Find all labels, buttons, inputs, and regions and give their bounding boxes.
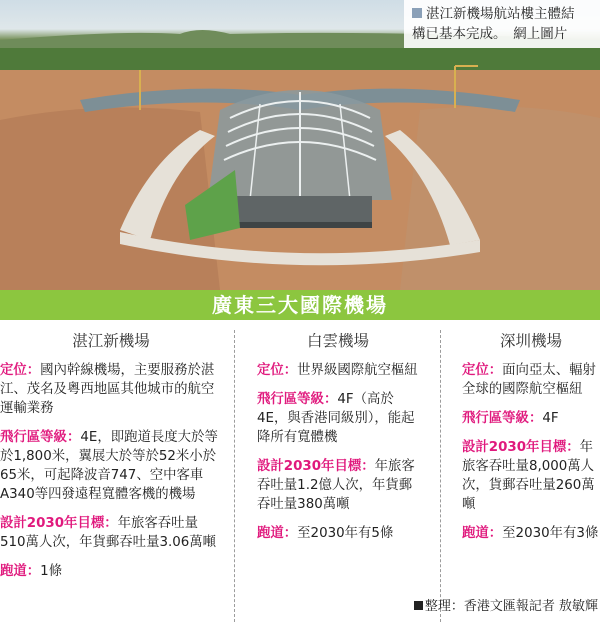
info-text: 年旅客吞吐量510萬人次，年貨郵吞吐量3.06萬噸 [0, 516, 217, 550]
info-runways [0, 562, 222, 581]
title-banner [0, 290, 600, 320]
info-text: 4E，即跑道長度大於等於1,800米，翼展大於等於52米小於65米，可起降波音747、空中客車A340等四發遠程寬體客機的機場 [0, 430, 218, 502]
caption-line-1: 湛江新機場航站樓主體結 [426, 6, 575, 22]
info-label: 飛行區等級： [0, 430, 81, 445]
info-positioning [462, 361, 600, 399]
info-text: 4F [542, 411, 559, 426]
info-2030-target [462, 438, 600, 514]
info-label: 跑道： [257, 526, 298, 541]
column-heading: 白雲機場 [306, 332, 369, 350]
info-label: 設計2030年目標： [462, 440, 580, 455]
column-divider [234, 330, 235, 622]
info-label: 設計2030年目標： [257, 459, 375, 474]
info-text: 年旅客吞吐量1.2億人次，年貨郵吞吐量380萬噸 [257, 459, 415, 512]
black-square-icon [414, 601, 423, 610]
column-heading: 深圳機場 [499, 332, 562, 350]
info-text: 1條 [40, 564, 63, 579]
info-text: 年旅客吞吐量8,000萬人次，貨郵吞吐量260萬噸 [462, 440, 595, 512]
info-text: 4F（高於4E，與香港同級別），能起降所有寬體機 [257, 392, 415, 445]
info-label: 飛行區等級： [462, 411, 543, 426]
caption-line-2: 構已基本完成。 網上圖片 [412, 26, 568, 42]
info-flight-zone-grade [257, 390, 419, 447]
info-label: 跑道： [0, 564, 41, 579]
airport-construction-photo [0, 0, 600, 290]
column-divider [440, 330, 441, 622]
caption-square-icon [412, 8, 422, 18]
info-label: 定位： [462, 363, 503, 378]
info-text: 面向亞太、輻射全球的國際航空樞紐 [462, 363, 596, 397]
info-2030-target [257, 457, 419, 514]
info-positioning [0, 361, 222, 418]
info-label: 飛行區等級： [257, 392, 338, 407]
info-label: 設計2030年目標： [0, 516, 118, 531]
banner-title: 廣東三大國際機場 [212, 293, 388, 317]
info-2030-target [0, 514, 222, 552]
column-shenzhen [462, 330, 600, 553]
info-positioning [257, 361, 419, 380]
info-runways [462, 524, 600, 543]
photo-caption [404, 0, 600, 48]
info-text: 國內幹線機場，主要服務於湛江、茂名及粵西地區其他城市的航空運輸業務 [0, 363, 215, 416]
column-heading: 湛江新機場 [72, 332, 150, 350]
byline-credit [414, 595, 598, 614]
column-zhanjiang [0, 330, 222, 591]
info-text: 至2030年有5條 [297, 526, 394, 541]
info-label: 跑道： [462, 526, 503, 541]
column-baiyun [257, 330, 419, 553]
info-label: 定位： [0, 363, 41, 378]
info-text: 至2030年有3條 [502, 526, 599, 541]
info-flight-zone-grade [0, 428, 222, 504]
info-label: 定位： [257, 363, 298, 378]
credit-text: 整理：香港文匯報記者 敖敏輝 [424, 599, 598, 614]
info-runways [257, 524, 419, 543]
info-flight-zone-grade [462, 409, 600, 428]
info-text: 世界級國際航空樞紐 [297, 363, 418, 378]
